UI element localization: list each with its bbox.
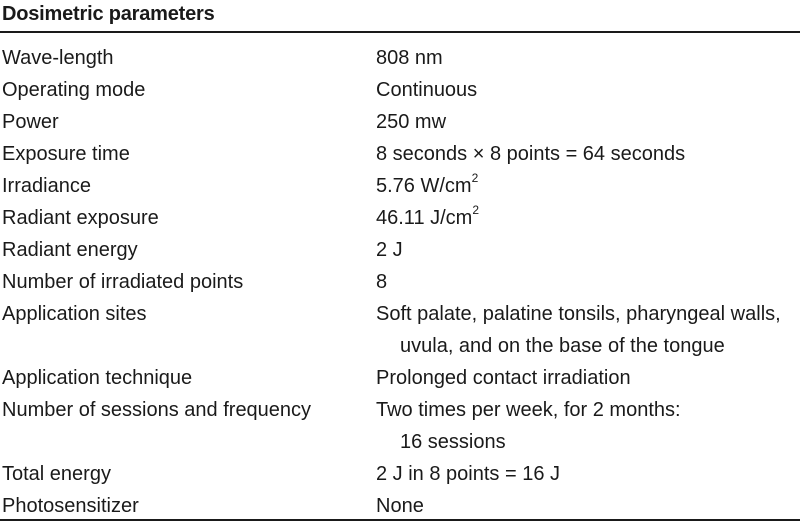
application-sites-line-1: Soft palate, palatine tonsils, pharyngeal walls,	[376, 303, 781, 325]
row-value-radiant-energy: 2 J	[376, 239, 403, 261]
row-value-wave-length: 808 nm	[376, 47, 443, 69]
row-label-application-technique: Application technique	[2, 367, 193, 389]
header-rule	[0, 31, 800, 33]
row-label-radiant-energy: Radiant energy	[2, 239, 138, 261]
row-label-application-sites: Application sites	[2, 303, 147, 325]
row-label-radiant-exposure: Radiant exposure	[2, 207, 159, 229]
row-value-irradiance	[376, 170, 478, 202]
row-label-irradiance: Irradiance	[2, 175, 91, 197]
row-label-wave-length: Wave-length	[2, 47, 114, 69]
row-value-power: 250 mw	[376, 111, 447, 133]
row-value-application-technique: Prolonged contact irradiation	[376, 367, 631, 389]
row-value-total-energy: 2 J in 8 points = 16 J	[376, 463, 561, 485]
row-value-sessions-frequency	[376, 394, 681, 458]
row-label-power: Power	[2, 111, 59, 133]
irradiance-value-text: 5.76 W/cm	[376, 175, 472, 197]
row-value-operating-mode: Continuous	[376, 79, 478, 101]
irradiance-value-exponent: 2	[471, 171, 479, 186]
radiant-exposure-value-text: 46.11 J/cm	[376, 207, 473, 229]
row-label-irradiated-points: Number of irradiated points	[2, 271, 244, 293]
sessions-frequency-line-2: 16 sessions	[400, 431, 506, 453]
row-value-radiant-exposure	[376, 202, 479, 234]
table-title: Dosimetric parameters	[2, 3, 215, 25]
row-label-sessions-frequency: Number of sessions and frequency	[2, 399, 312, 421]
row-value-irradiated-points: 8	[376, 271, 388, 293]
table-header	[0, 0, 800, 30]
row-label-operating-mode: Operating mode	[2, 79, 146, 101]
row-label-photosensitizer: Photosensitizer	[2, 495, 139, 517]
sessions-frequency-line-1: Two times per week, for 2 months:	[376, 399, 681, 421]
row-label-exposure-time: Exposure time	[2, 143, 130, 165]
row-label-total-energy: Total energy	[2, 463, 111, 485]
application-sites-line-2: uvula, and on the base of the tongue	[400, 335, 725, 357]
row-value-exposure-time: 8 seconds × 8 points = 64 seconds	[376, 143, 686, 165]
row-value-application-sites	[376, 298, 781, 362]
radiant-exposure-value-exponent: 2	[472, 203, 480, 218]
row-value-photosensitizer: None	[376, 495, 424, 517]
